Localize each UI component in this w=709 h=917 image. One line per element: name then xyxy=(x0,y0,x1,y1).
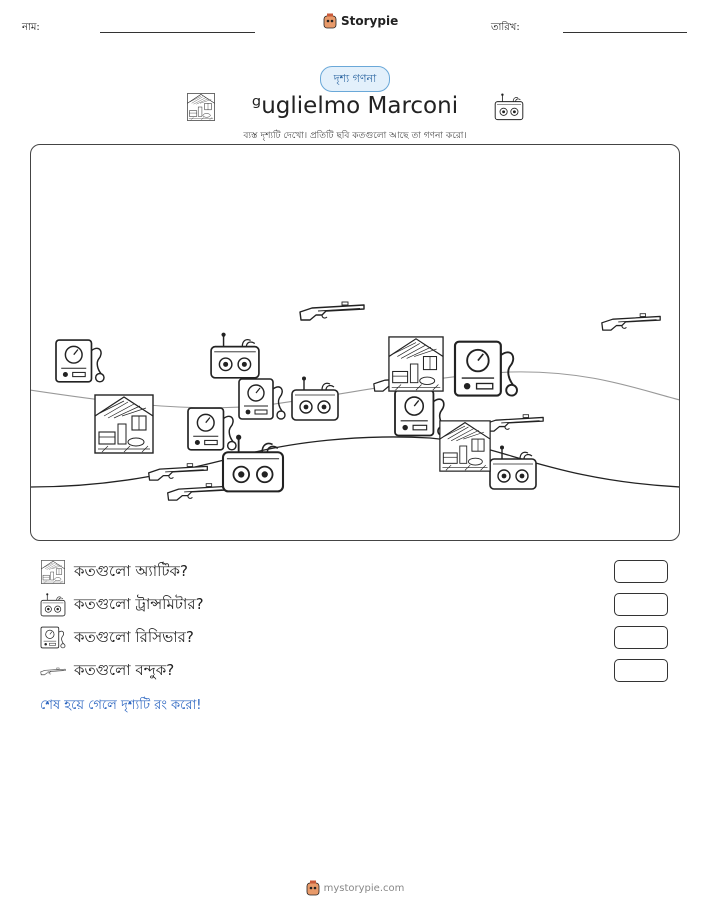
receiver-icon xyxy=(239,379,285,419)
footer xyxy=(300,880,410,896)
answer-box-attic[interactable] xyxy=(614,560,668,583)
question-attic xyxy=(40,559,188,585)
answer-box-transmitter[interactable] xyxy=(614,593,668,616)
transmitter-icon xyxy=(494,93,524,121)
scene-drawing xyxy=(30,144,680,541)
receiver-icon xyxy=(40,626,66,650)
rifle-icon xyxy=(602,314,660,330)
attic-icon xyxy=(440,421,490,471)
transmitter-icon xyxy=(292,377,338,421)
rifle-icon xyxy=(168,484,227,501)
rifle-icon xyxy=(300,302,364,320)
question-rifle xyxy=(40,658,174,684)
attic-icon xyxy=(186,93,216,121)
storypie-mascot-icon xyxy=(306,880,320,896)
attic-icon xyxy=(95,395,153,453)
rifle-icon xyxy=(485,415,543,431)
date-label: তারিখ: xyxy=(491,22,520,33)
transmitter-icon xyxy=(40,593,66,617)
rifle-icon xyxy=(40,659,66,683)
attic-icon xyxy=(389,337,443,391)
logo-text: Storypie xyxy=(341,14,399,28)
page-title: ᵍuglielmo Marconi xyxy=(251,93,459,119)
question-text: কতগুলো ট্রান্সমিটার? xyxy=(74,594,204,613)
receiver-icon xyxy=(56,340,104,382)
question-text: কতগুলো রিসিভার? xyxy=(74,627,194,646)
storypie-logo xyxy=(323,13,398,29)
activity-badge: দৃশ্য গণনা xyxy=(320,66,390,92)
question-receiver xyxy=(40,625,194,651)
transmitter-icon xyxy=(211,333,259,378)
name-line[interactable] xyxy=(100,32,255,33)
instructions: ব্যস্ত দৃশ্যটি দেখো। প্রতিটি ছবি কতগুলো আছে তা গণনা করো। xyxy=(243,131,467,141)
receiver-icon xyxy=(455,342,517,396)
receiver-icon xyxy=(395,390,447,435)
question-text: কতগুলো অ্যাটিক? xyxy=(74,561,188,580)
question-text: কতগুলো বন্দুক? xyxy=(74,660,175,679)
finish-instruction: শেষ হয়ে গেলে দৃশ্যটি রং করো! xyxy=(40,698,202,713)
date-line[interactable] xyxy=(563,32,687,33)
name-label: নাম: xyxy=(22,22,40,33)
answer-box-receiver[interactable] xyxy=(614,626,668,649)
footer-url[interactable]: mystorypie.com xyxy=(323,882,405,894)
question-transmitter xyxy=(40,592,204,618)
storypie-mascot-icon xyxy=(323,13,337,29)
answer-box-rifle[interactable] xyxy=(614,659,668,682)
counting-scene xyxy=(30,144,680,541)
attic-icon xyxy=(40,560,66,584)
receiver-icon xyxy=(188,408,236,450)
